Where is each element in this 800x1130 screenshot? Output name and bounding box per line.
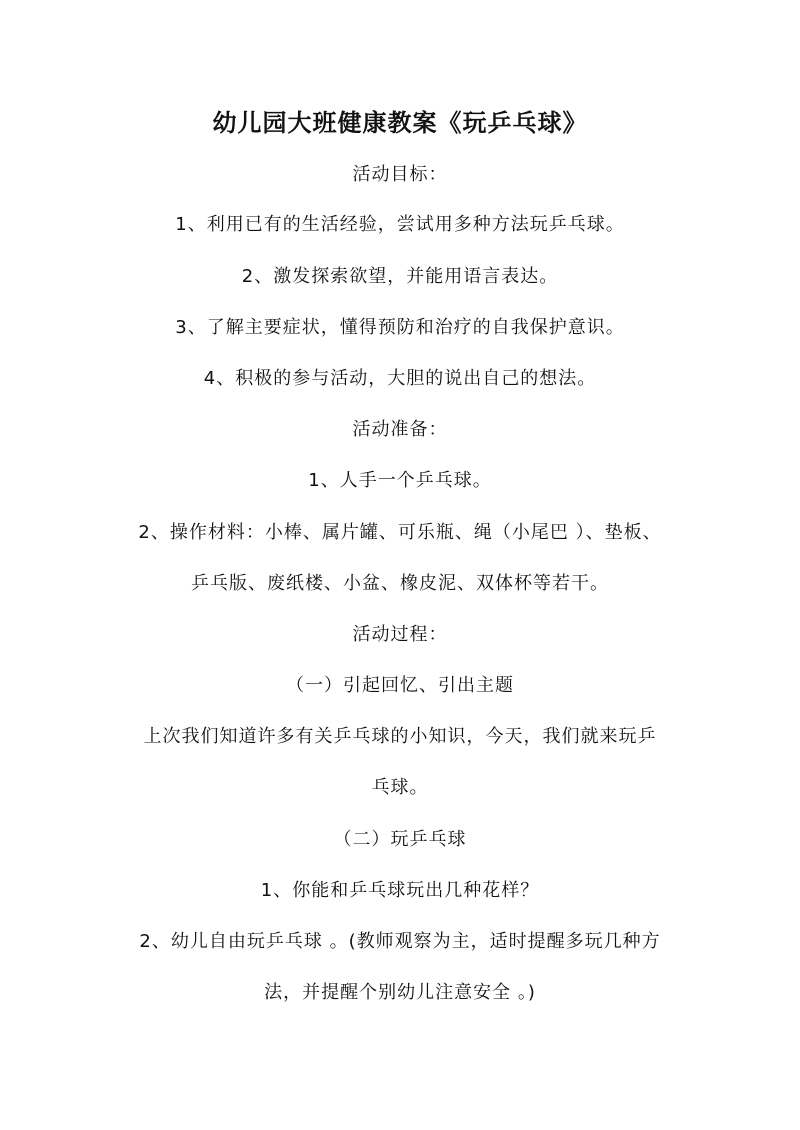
section-heading-process: 活动过程： xyxy=(352,624,448,645)
process-step-2-heading: （二）玩乒乓球 xyxy=(333,829,467,850)
preparation-item-2-line-2: 乒乓版、废纸楼、小盆、橡皮泥、双体杯等若干。 xyxy=(191,573,609,594)
process-step-2-item-1: 1、你能和乒乓球玩出几种花样？ xyxy=(260,880,540,901)
preparation-item-1: 1、人手一个乒乓球。 xyxy=(308,470,492,491)
section-heading-preparation: 活动准备： xyxy=(352,419,448,440)
goal-item-1: 1、利用已有的生活经验，尝试用多种方法玩乒乓球。 xyxy=(175,214,625,235)
goal-item-2: 2、激发探索欲望，并能用语言表达。 xyxy=(241,266,559,287)
process-step-1-text-line-2: 乓球。 xyxy=(371,777,429,798)
goal-item-4: 4、积极的参与活动，大胆的说出自己的想法。 xyxy=(203,368,597,389)
process-step-1-heading: （一）引起回忆、引出主题 xyxy=(286,675,514,696)
section-heading-goals: 活动目标： xyxy=(352,164,448,185)
process-step-1-text-line-1: 上次我们知道许多有关乒乓球的小知识，今天，我们就来玩乒 xyxy=(143,726,657,747)
process-step-2-item-2-line-1: 2、幼儿自由玩乒乓球 。(教师观察为主，适时提醒多玩几种方 xyxy=(139,931,661,952)
document-title: 幼儿园大班健康教案《玩乒乓球》 xyxy=(212,108,588,137)
process-step-2-item-2-line-2: 法，并提醒个别幼儿注意安全 。) xyxy=(264,982,536,1003)
preparation-item-2-line-1: 2、操作材料：小棒、属片罐、可乐瓶、绳（小尾巴 ）、垫板、 xyxy=(138,522,662,543)
goal-item-3: 3、了解主要症状，懂得预防和治疗的自我保护意识。 xyxy=(175,317,625,338)
